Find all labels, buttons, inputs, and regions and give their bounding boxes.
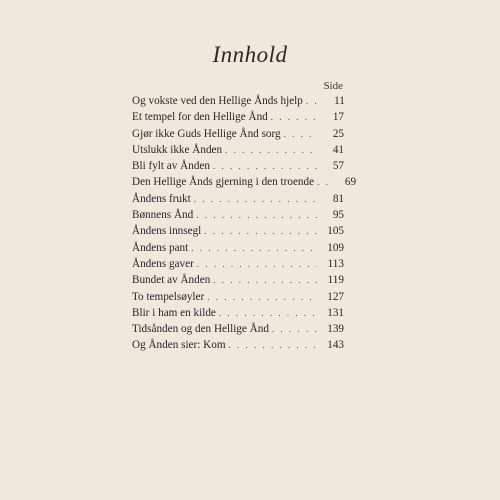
toc-entry-page: 17 — [332, 111, 344, 124]
toc-entry — [132, 160, 344, 176]
toc-entry-page: 95 — [332, 209, 344, 222]
toc-entry-title: Gjør ikke Guds Hellige Ånd sorg — [132, 127, 281, 140]
toc-entry — [132, 176, 357, 192]
toc-entry-title: Tidsånden og den Hellige Ånd — [132, 323, 269, 336]
toc-entry-title: Blir i ham en kilde — [132, 306, 216, 319]
toc-entry-page: 109 — [327, 241, 344, 254]
toc-entry — [132, 242, 344, 258]
toc-entry-page: 69 — [344, 176, 357, 189]
page-title: Innhold — [212, 42, 288, 67]
page-column-label: Side — [323, 80, 343, 92]
toc-leader-dots — [306, 96, 318, 106]
toc-entry-title: Og Ånden sier: Kom — [132, 339, 226, 352]
toc-leader-dots — [207, 292, 317, 302]
toc-leader-dots — [284, 129, 317, 139]
toc-leader-dots — [272, 324, 317, 334]
toc-leader-dots — [229, 340, 317, 350]
toc-leader-dots — [271, 112, 317, 122]
toc-leader-dots — [194, 194, 317, 204]
toc-entry-page: 119 — [327, 274, 344, 287]
toc-entry-page: 105 — [327, 225, 344, 238]
toc-entry-title: Den Hellige Ånds gjerning i den troende — [132, 176, 315, 189]
toc-leader-dots — [213, 161, 317, 171]
toc-leader-dots — [317, 177, 329, 187]
toc-entry-title: Bundet av Ånden — [132, 274, 211, 287]
toc-entry-title: Åndens gaver — [132, 257, 194, 270]
toc-entry-title: Bønnens Ånd — [132, 209, 194, 222]
toc-entry-page: 11 — [334, 95, 345, 107]
toc-entry-page: 143 — [327, 339, 344, 352]
toc-entry-title: Et tempel for den Hellige Ånd — [132, 111, 268, 124]
toc-leader-dots — [225, 145, 317, 155]
toc-entry — [132, 339, 344, 355]
toc-entry-page: 57 — [332, 160, 344, 173]
toc-entry-page: 41 — [332, 143, 344, 156]
toc-entry — [132, 209, 344, 225]
toc-entry-title: Åndens innsegl — [132, 225, 202, 238]
toc-entry — [132, 291, 344, 307]
toc-leader-dots — [204, 226, 317, 236]
toc-entry-title: To tempelsøyler — [132, 290, 205, 303]
toc-entry-title: Utslukk ikke Ånden — [132, 143, 223, 156]
toc-entry-page: 139 — [327, 323, 344, 336]
table-of-contents — [132, 95, 357, 356]
toc-entry-page: 81 — [332, 192, 344, 205]
toc-entry-title: Bli fylt av Ånden — [132, 160, 210, 173]
toc-entry — [132, 274, 344, 290]
toc-entry-title: Og vokste ved den Hellige Ånds hjelp — [132, 95, 303, 107]
toc-entry — [132, 95, 344, 111]
toc-entry — [132, 258, 344, 274]
toc-entry — [132, 193, 344, 209]
toc-entry-page: 25 — [332, 127, 344, 140]
toc-entry — [132, 111, 344, 127]
toc-leader-dots — [191, 243, 317, 253]
toc-leader-dots — [197, 259, 317, 269]
toc-entry-page: 127 — [327, 290, 344, 303]
toc-entry — [132, 128, 344, 144]
toc-entry-page: 131 — [327, 306, 344, 319]
toc-leader-dots — [196, 210, 317, 220]
toc-entry — [132, 144, 344, 160]
toc-leader-dots — [219, 308, 317, 318]
toc-entry — [132, 225, 344, 241]
toc-entry-page: 113 — [327, 257, 344, 270]
toc-entry — [132, 307, 344, 323]
toc-entry-title: Åndens frukt — [132, 192, 191, 205]
toc-entry — [132, 323, 344, 339]
toc-leader-dots — [213, 275, 317, 285]
toc-entry-title: Åndens pant — [132, 241, 189, 254]
